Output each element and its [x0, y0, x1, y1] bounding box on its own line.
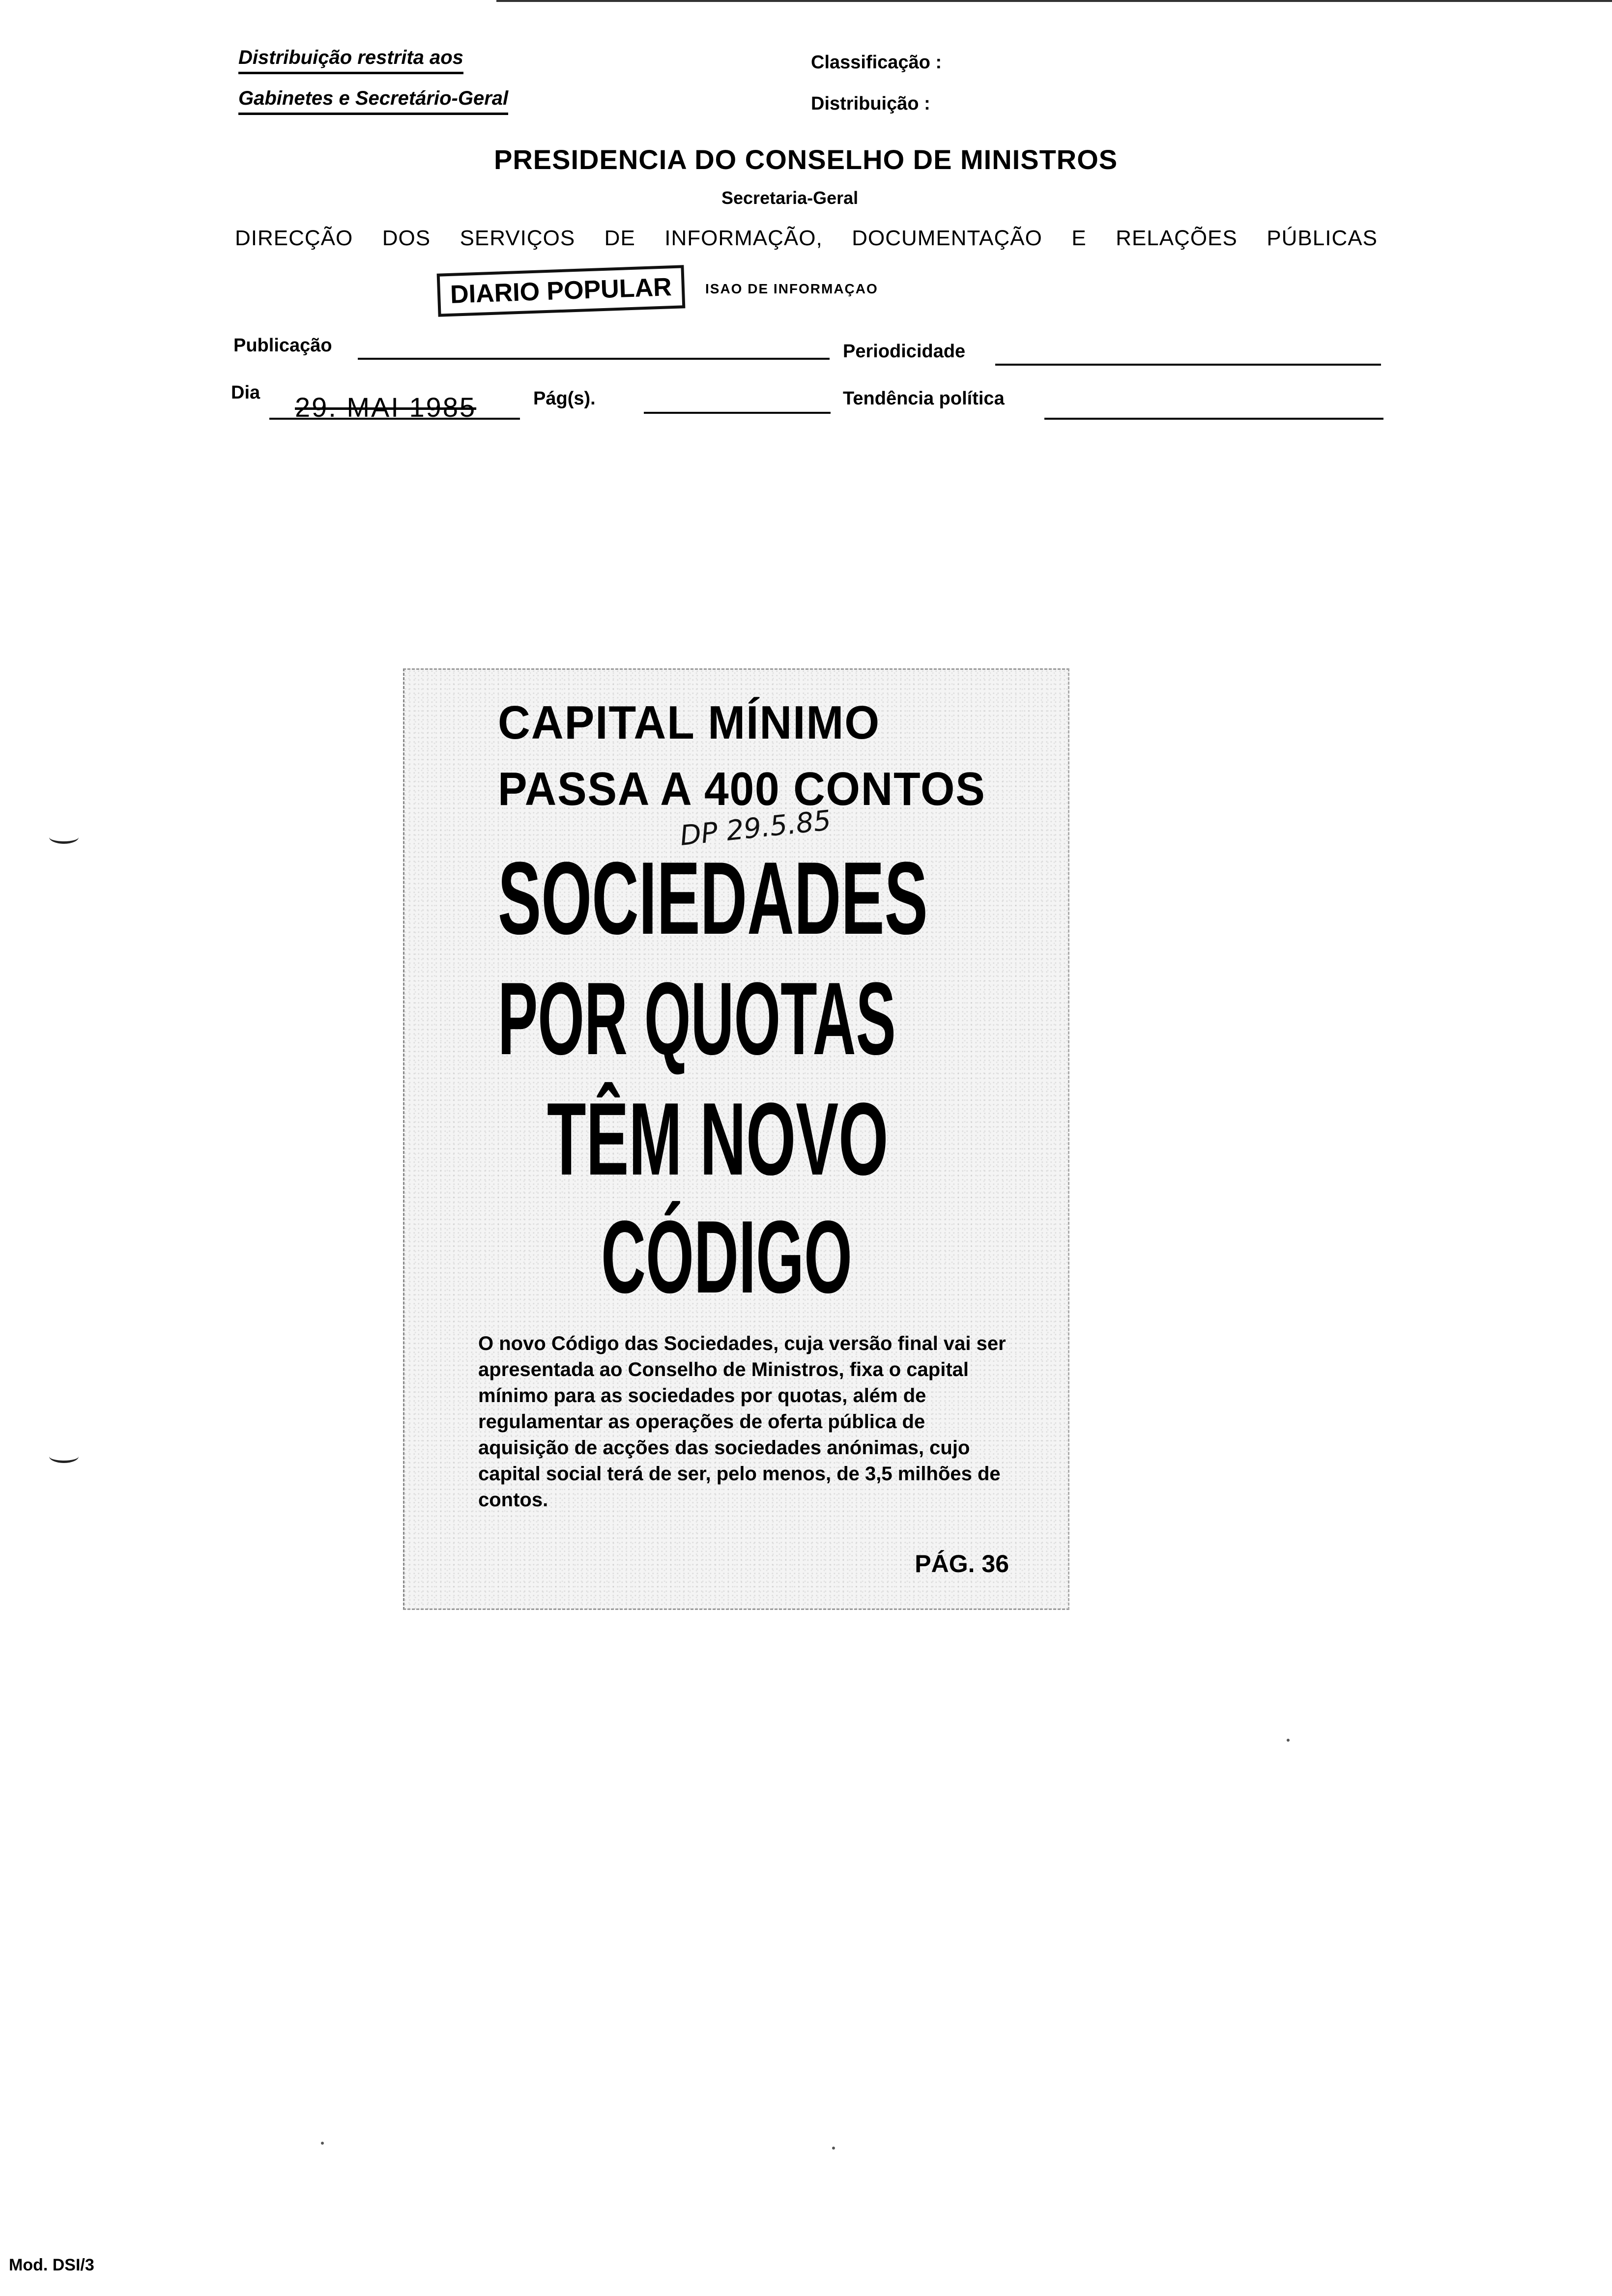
tendencia-field-line — [1044, 418, 1383, 420]
directorate-word: E — [1071, 226, 1087, 250]
newspaper-clipping — [403, 668, 1069, 1610]
periodicidade-label: Periodicidade — [843, 341, 966, 362]
newspaper-stamp: DIARIO POPULAR — [437, 265, 685, 316]
speck — [832, 2147, 835, 2150]
directorate-word: RELAÇÕES — [1116, 226, 1238, 250]
distribution-label: Distribuição : — [811, 93, 930, 114]
article-summary: O novo Código das Sociedades, cuja versão final vai ser apresentada ao Conselho de Ministros, fixa o capital mínimo para as sociedades por quotas, além de regulamentar as operações de oferta pública de aquisição de acções das sociedades anónimas, cujo capital social terá de ser, pelo menos, de 3,5 milhões de contos. — [478, 1333, 1006, 1511]
speck — [321, 2142, 324, 2145]
page-reference: PÁG. 36 — [915, 1550, 1009, 1578]
headline-line3: TÊM NOVO — [547, 1081, 889, 1197]
periodicidade-field-line — [995, 364, 1381, 366]
speck — [1287, 1739, 1290, 1742]
directorate-word: INFORMAÇÃO, — [664, 226, 823, 250]
directorate-word: DOCUMENTAÇÃO — [852, 226, 1042, 250]
publicacao-field-line — [358, 358, 830, 360]
dia-label: Dia — [231, 382, 260, 403]
form-code: Mod. DSI/3 — [9, 2256, 94, 2274]
directorate-word: DE — [604, 226, 635, 250]
handwritten-annotation: DP 29.5.85 — [678, 804, 833, 852]
publicacao-label: Publicação — [233, 335, 332, 356]
headline-line4: CÓDIGO — [601, 1199, 853, 1315]
distribution-restricted-line2: Gabinetes e Secretário-Geral — [238, 87, 508, 115]
headline-line2: POR QUOTAS — [498, 961, 896, 1076]
dia-date-stamp: 29. MAI 1985 — [295, 392, 477, 423]
headline-line1: SOCIEDADES — [498, 840, 928, 956]
tendencia-label: Tendência política — [843, 388, 1005, 409]
classification-label: Classificação : — [811, 52, 942, 73]
page-subtitle: Secretaria-Geral — [721, 188, 859, 208]
directorate-word: DOS — [382, 226, 431, 250]
directorate-line — [235, 226, 1378, 251]
margin-mark — [49, 831, 79, 844]
kicker-line2: PASSA A 400 CONTOS — [498, 763, 986, 815]
directorate-word: DIRECÇÃO — [235, 226, 353, 250]
division-label: ISAO DE INFORMAÇAO — [705, 281, 878, 296]
pags-label: Pág(s). — [533, 388, 596, 409]
kicker-line1: CAPITAL MÍNIMO — [498, 696, 881, 749]
directorate-word: SERVIÇOS — [460, 226, 576, 250]
page-title: PRESIDENCIA DO CONSELHO DE MINISTROS — [494, 144, 1118, 175]
top-rule — [496, 0, 1612, 2]
distribution-restricted-line1: Distribuição restrita aos — [238, 47, 463, 74]
margin-mark — [49, 1450, 79, 1463]
directorate-word: PÚBLICAS — [1267, 226, 1378, 250]
dia-field-line — [269, 418, 520, 420]
pags-field-line — [644, 412, 831, 414]
